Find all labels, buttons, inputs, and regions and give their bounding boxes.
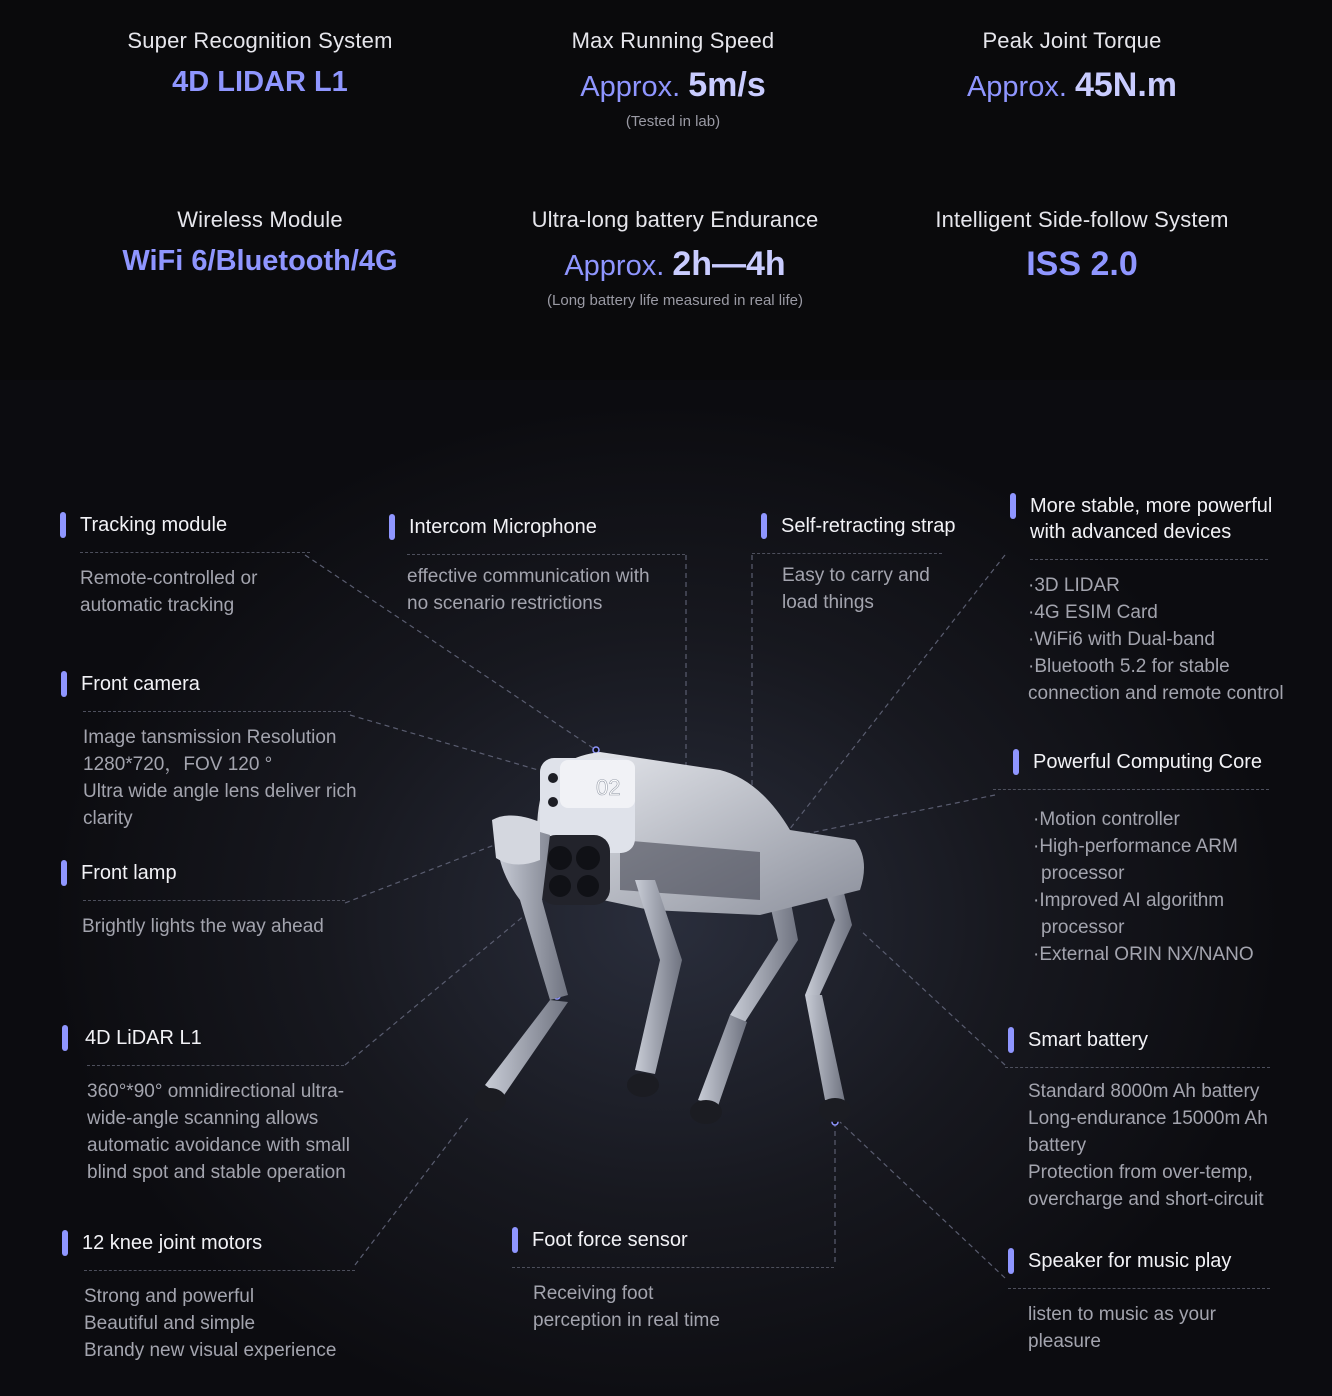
divider <box>407 554 685 555</box>
feature-lidar <box>62 1025 350 1186</box>
feature-desc: Brightly lights the way ahead <box>82 916 324 937</box>
divider <box>1008 1288 1270 1289</box>
stat-value: Approx. 45N.m <box>966 66 1178 104</box>
feature-front-camera <box>61 671 357 832</box>
stat-label: Ultra-long battery Endurance <box>531 207 819 232</box>
feature-title: More stable, more powerful with advanced devices <box>1010 493 1300 545</box>
feature-desc: Easy to carry and load things <box>782 565 930 613</box>
feature-title: Intercom Microphone <box>389 514 685 540</box>
feature-desc: ·3D LIDAR ·4G ESIM Card ·WiFi6 with Dual-band ·Bluetooth 5.2 for stable connection and remote control <box>1028 575 1284 704</box>
divider <box>80 552 310 553</box>
divider <box>83 711 351 712</box>
feature-desc: 360°*90° omnidirectional ultra- wide-angle scanning allows automatic avoidance with small blind spot and stable operation <box>87 1081 350 1183</box>
stat-note: (Long battery life measured in real life) <box>547 292 803 309</box>
divider <box>752 553 942 554</box>
feature-advanced-devices <box>1010 493 1300 707</box>
feature-intercom-microphone <box>389 514 685 617</box>
stat-value: WiFi 6/Bluetooth/4G <box>122 245 398 277</box>
feature-title: Tracking module <box>60 512 310 538</box>
divider <box>1030 559 1268 560</box>
robot-badge-text: 02 <box>596 775 621 800</box>
feature-smart-battery <box>1008 1027 1270 1213</box>
feature-tracking <box>60 512 310 619</box>
feature-title: Speaker for music play <box>1008 1248 1270 1274</box>
feature-title: 4D LiDAR L1 <box>62 1025 344 1051</box>
robot-dog-illustration <box>460 740 880 1140</box>
feature-desc: effective communication with no scenario restrictions <box>407 566 650 614</box>
stat-label: Max Running Speed <box>571 28 775 53</box>
stat-value: Approx. 2h—4h <box>564 245 786 283</box>
feature-desc: Image tansmission Resolution 1280*720，FOV 120 ° Ultra wide angle lens deliver rich clarity <box>83 727 357 829</box>
divider <box>87 1065 344 1066</box>
feature-foot-force-sensor <box>512 1227 834 1334</box>
feature-desc: Receiving foot perception in real time <box>533 1283 720 1331</box>
stat-value: ISS 2.0 <box>1026 245 1138 283</box>
feature-desc: ·Motion controller ·High-performance ARM processor ·Improved AI algorithm processor ·External ORIN NX/NANO <box>1033 809 1254 965</box>
feature-front-lamp <box>61 860 345 940</box>
feature-speaker <box>1008 1248 1270 1355</box>
feature-title: Foot force sensor <box>512 1227 834 1253</box>
feature-title: 12 knee joint motors <box>62 1230 355 1256</box>
divider <box>83 900 345 901</box>
stat-note: (Tested in lab) <box>625 113 721 130</box>
divider <box>512 1267 834 1268</box>
feature-desc: Remote-controlled or automatic tracking <box>80 568 258 616</box>
stat-label: Peak Joint Torque <box>982 28 1162 53</box>
feature-knee-motors <box>62 1230 355 1364</box>
feature-computing-core <box>1013 749 1269 968</box>
stat-label: Intelligent Side-follow System <box>935 207 1229 232</box>
feature-desc: listen to music as your pleasure <box>1028 1304 1216 1352</box>
stat-value: Approx. 5m/s <box>580 66 766 104</box>
feature-title: Front camera <box>61 671 351 697</box>
stat-label: Super Recognition System <box>127 28 393 53</box>
stat-label: Wireless Module <box>177 207 343 232</box>
feature-title: Self-retracting strap <box>761 513 976 539</box>
feature-title: Smart battery <box>1008 1027 1270 1053</box>
feature-self-retracting-strap <box>761 513 976 616</box>
feature-desc: Strong and powerful Beautiful and simple Brandy new visual experience <box>84 1286 337 1361</box>
divider <box>84 1270 355 1271</box>
feature-title: Front lamp <box>61 860 345 886</box>
feature-title: Powerful Computing Core <box>1013 749 1269 775</box>
stat-value: 4D LIDAR L1 <box>172 66 348 98</box>
feature-desc: Standard 8000m Ah battery Long-endurance 15000m Ah battery Protection from over-temp, overcharge and short-circuit <box>1028 1081 1268 1210</box>
divider <box>1005 1067 1270 1068</box>
divider <box>993 789 1269 790</box>
